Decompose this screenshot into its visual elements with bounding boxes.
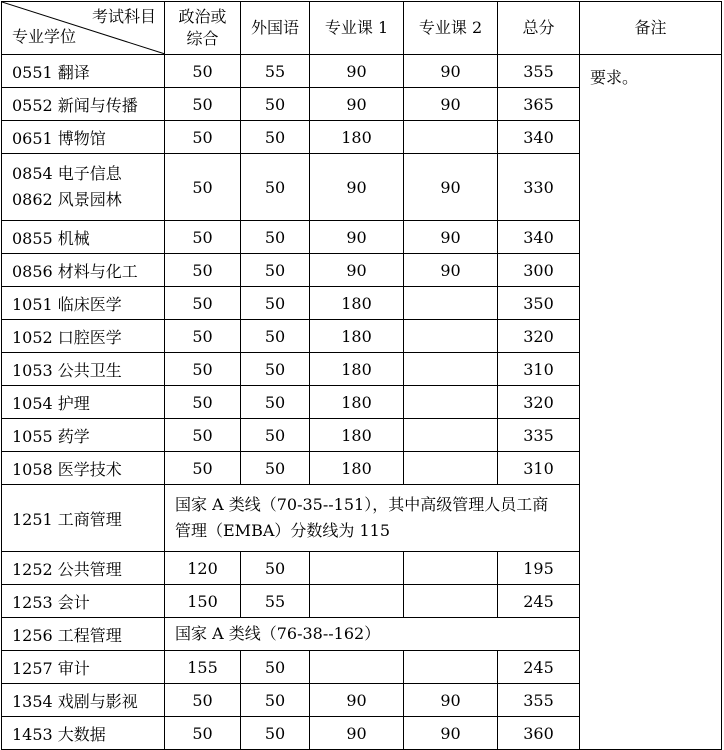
- course1-cell: 180: [310, 287, 404, 320]
- score-table: [1, 1, 722, 750]
- course2-cell: [404, 353, 498, 386]
- major-cell: 1257 审计: [2, 651, 165, 684]
- total-cell: 245: [498, 651, 580, 684]
- major-cell: 1058 医学技术: [2, 452, 165, 485]
- course2-cell: [404, 287, 498, 320]
- politics-cell: 50: [165, 419, 241, 452]
- course2-cell: [404, 121, 498, 154]
- course1-cell: [310, 585, 404, 618]
- course2-cell: 90: [404, 717, 498, 750]
- language-cell: 50: [241, 154, 310, 221]
- major-cell: 1253 会计: [2, 585, 165, 618]
- course1-cell: 90: [310, 88, 404, 121]
- course1-cell: 180: [310, 121, 404, 154]
- major-cell: 1252 公共管理: [2, 552, 165, 585]
- language-cell: 50: [241, 651, 310, 684]
- total-cell: 310: [498, 353, 580, 386]
- header-language: 外国语: [241, 2, 310, 55]
- language-cell: 50: [241, 88, 310, 121]
- header-total: 总分: [498, 2, 580, 55]
- politics-cell: 50: [165, 254, 241, 287]
- course1-cell: 90: [310, 55, 404, 88]
- total-cell: 330: [498, 154, 580, 221]
- total-cell: 245: [498, 585, 580, 618]
- politics-cell: 50: [165, 154, 241, 221]
- course1-cell: 90: [310, 154, 404, 221]
- course2-cell: 90: [404, 55, 498, 88]
- politics-cell: 155: [165, 651, 241, 684]
- politics-cell: 50: [165, 353, 241, 386]
- remark-cell: 要求。: [580, 55, 722, 750]
- score-note-line1: 国家 A 类线（70-35--151），其中高级管理人员工商: [175, 495, 549, 514]
- course2-cell: 90: [404, 684, 498, 717]
- total-cell: 355: [498, 684, 580, 717]
- language-cell: 50: [241, 552, 310, 585]
- politics-cell: 50: [165, 221, 241, 254]
- course1-cell: 180: [310, 353, 404, 386]
- course1-cell: 90: [310, 684, 404, 717]
- major-cell: 1256 工程管理: [2, 618, 165, 651]
- language-cell: 50: [241, 717, 310, 750]
- politics-cell: 50: [165, 386, 241, 419]
- course2-cell: [404, 585, 498, 618]
- header-course1: 专业课 1: [310, 2, 404, 55]
- course2-cell: 90: [404, 154, 498, 221]
- total-cell: 195: [498, 552, 580, 585]
- corner-subjects-label: 考试科目: [91, 7, 156, 26]
- header-row: [2, 2, 722, 55]
- course2-cell: [404, 552, 498, 585]
- language-cell: 50: [241, 221, 310, 254]
- major-cell: 0855 机械: [2, 221, 165, 254]
- score-note-cell: 国家 A 类线（76-38--162）: [165, 618, 580, 651]
- total-cell: 320: [498, 320, 580, 353]
- major-line2: 0862 风景园林: [12, 190, 122, 209]
- course1-cell: 180: [310, 386, 404, 419]
- language-cell: 50: [241, 353, 310, 386]
- major-cell: 0552 新闻与传播: [2, 88, 165, 121]
- major-cell: 1051 临床医学: [2, 287, 165, 320]
- course2-cell: 90: [404, 88, 498, 121]
- corner-degree-label: 专业学位: [12, 27, 77, 46]
- total-cell: 340: [498, 221, 580, 254]
- score-note-line2: 管理（EMBA）分数线为 115: [175, 521, 391, 540]
- header-politics: [165, 2, 241, 55]
- course1-cell: 90: [310, 254, 404, 287]
- major-cell: 1055 药学: [2, 419, 165, 452]
- total-cell: 350: [498, 287, 580, 320]
- major-cell: [2, 154, 165, 221]
- course1-cell: 180: [310, 419, 404, 452]
- table-row: [2, 55, 722, 88]
- total-cell: 310: [498, 452, 580, 485]
- major-cell: 0551 翻译: [2, 55, 165, 88]
- language-cell: 55: [241, 55, 310, 88]
- course1-cell: 90: [310, 221, 404, 254]
- politics-cell: 50: [165, 452, 241, 485]
- total-cell: 300: [498, 254, 580, 287]
- major-cell: 1354 戏剧与影视: [2, 684, 165, 717]
- course1-cell: 180: [310, 452, 404, 485]
- course2-cell: [404, 651, 498, 684]
- politics-cell: 50: [165, 88, 241, 121]
- major-line1: 0854 电子信息: [12, 164, 122, 183]
- major-cell: 1053 公共卫生: [2, 353, 165, 386]
- total-cell: 365: [498, 88, 580, 121]
- header-politics-line1: 政治或: [178, 7, 227, 26]
- total-cell: 360: [498, 717, 580, 750]
- politics-cell: 50: [165, 320, 241, 353]
- major-cell: 0651 博物馆: [2, 121, 165, 154]
- language-cell: 50: [241, 419, 310, 452]
- total-cell: 320: [498, 386, 580, 419]
- course1-cell: 180: [310, 320, 404, 353]
- politics-cell: 50: [165, 121, 241, 154]
- course1-cell: 90: [310, 717, 404, 750]
- header-remark: 备注: [580, 2, 722, 55]
- major-cell: 1251 工商管理: [2, 485, 165, 552]
- total-cell: 335: [498, 419, 580, 452]
- politics-cell: 50: [165, 717, 241, 750]
- language-cell: 50: [241, 452, 310, 485]
- corner-header-cell: [2, 2, 165, 55]
- major-cell: 1054 护理: [2, 386, 165, 419]
- course2-cell: [404, 320, 498, 353]
- language-cell: 55: [241, 585, 310, 618]
- language-cell: 50: [241, 287, 310, 320]
- total-cell: 355: [498, 55, 580, 88]
- header-politics-line2: 综合: [186, 29, 219, 48]
- language-cell: 50: [241, 684, 310, 717]
- language-cell: 50: [241, 254, 310, 287]
- score-note-cell: [165, 485, 580, 552]
- course2-cell: [404, 386, 498, 419]
- header-course2: 专业课 2: [404, 2, 498, 55]
- language-cell: 50: [241, 121, 310, 154]
- score-table-wrapper: [1, 1, 722, 750]
- politics-cell: 120: [165, 552, 241, 585]
- politics-cell: 50: [165, 684, 241, 717]
- course2-cell: 90: [404, 254, 498, 287]
- course1-cell: [310, 651, 404, 684]
- politics-cell: 50: [165, 287, 241, 320]
- language-cell: 50: [241, 320, 310, 353]
- course2-cell: 90: [404, 221, 498, 254]
- language-cell: 50: [241, 386, 310, 419]
- politics-cell: 150: [165, 585, 241, 618]
- course2-cell: [404, 419, 498, 452]
- major-cell: 1052 口腔医学: [2, 320, 165, 353]
- major-cell: 1453 大数据: [2, 717, 165, 750]
- major-cell: 0856 材料与化工: [2, 254, 165, 287]
- course1-cell: [310, 552, 404, 585]
- course2-cell: [404, 452, 498, 485]
- politics-cell: 50: [165, 55, 241, 88]
- total-cell: 340: [498, 121, 580, 154]
